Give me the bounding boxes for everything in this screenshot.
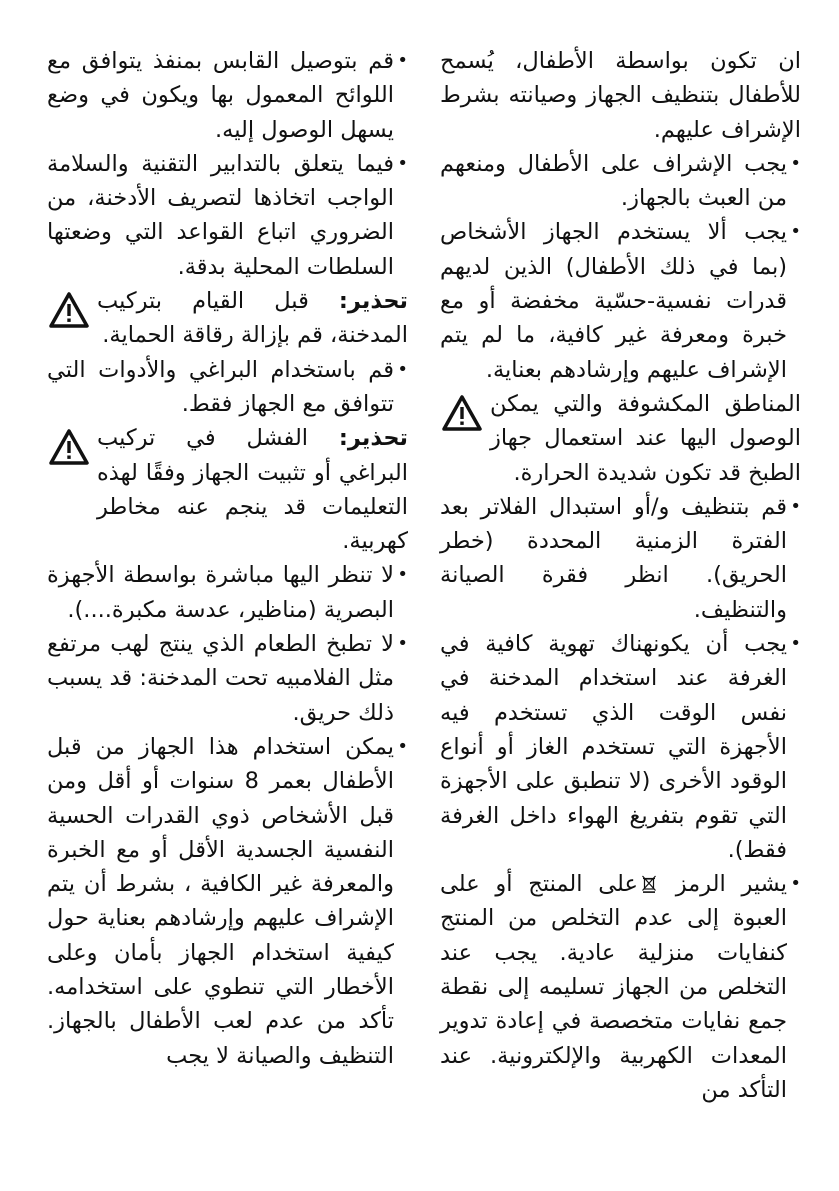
warning-text: قبل القيام بتركيب المدخنة، قم بإزالة رقاقة الحماية. — [97, 288, 408, 349]
list-item — [440, 627, 801, 867]
bullet-text: على المنتج أو على العبوة إلى عدم التخلص من المنتج كنفايات منزلية عادية. يجب عند التخلص من الجهاز تسليمه إلى نقطة جمع نفايات متخصصة في إعادة تدوير المعدات الكهربية والإلكترونية. عند التأكد من — [440, 871, 787, 1103]
bullet-text: قم باستخدام البراغي والأدوات التي تتوافق مع الجهاز فقط. — [47, 356, 394, 417]
continuation-text: ان تكون بواسطة الأطفال، يُسمح للأطفال بتنظيف الجهاز وصيانته بشرط الإشراف عليهم. — [440, 48, 801, 143]
bullet-icon: • — [790, 873, 801, 895]
list-item — [47, 147, 408, 284]
bullet-text: فيما يتعلق بالتدابير التقنية والسلامة الواجب اتخاذها لتصريف الأدخنة، من الضروري اتباع القواعد التي وضعتها السلطات المحلية بدقة. — [47, 150, 394, 280]
bullet-text: قم بتنظيف و/أو استبدال الفلاتر بعد الفترة الزمنية المحددة (خطر الحريق). انظر فقرة الصيانة والتنظيف. — [440, 493, 787, 623]
bullet-icon: • — [397, 633, 408, 655]
bullet-icon: • — [397, 564, 408, 586]
bullet-text: يجب الإشراف على الأطفال ومنعهم من العبث بالجهاز. — [440, 150, 787, 212]
list-item — [440, 147, 801, 216]
bullet-icon: • — [397, 152, 408, 174]
bullet-text: يجب أن يكونهناك تهوية كافية في الغرفة عند استخدام المدخنة في نفس الوقت الذي تستخدم فيه الأجهزة التي تستخدم الغاز أو أنواع الوقود الأخرى (لا تنطبق على الأجهزة التي تقوم بتفريغ الهواء داخل الغرفة فقط). — [440, 631, 787, 863]
bullet-icon: • — [790, 495, 801, 517]
warning-electrical-hazard — [47, 421, 408, 558]
list-item — [47, 44, 408, 147]
crossed-bin-icon — [641, 875, 657, 893]
bullet-text: يمكن استخدام هذا الجهاز من قبل الأطفال بعمر 8 سنوات أو أقل ومن قبل الأشخاص ذوي القدرات الحسية النفسية الجسدية الأقل أو مع الخبرة والمعرفة غير الكافية ، بشرط أن يتم الإشراف عليهم وإرشادهم بعناية حول كيفية استخدام الجهاز بأمان وعلى الأخطار التي تنطوي على استخدامه. تأكد من عدم لعب الأطفال بالجهاز. التنظيف والصيانة لا يجب — [47, 733, 394, 1069]
list-item — [47, 730, 408, 1073]
bullet-icon: • — [397, 735, 408, 757]
warning-protective-film — [47, 284, 408, 353]
bullet-icon: • — [790, 221, 801, 243]
list-item — [440, 490, 801, 627]
warning-label: تحذير: — [338, 425, 409, 452]
list-item — [47, 353, 408, 422]
warning-text: المناطق المكشوفة والتي يمكن الوصول اليها عند استعمال جهاز الطبخ قد تكون شديدة الحرارة. — [490, 390, 801, 486]
warning-triangle-icon — [442, 395, 482, 431]
warning-text: الفشل في تركيب البراغي أو تثبيت الجهاز وفقًا لهذه التعليمات قد ينجم عنه مخاطر كهربية. — [97, 425, 408, 555]
list-item — [47, 558, 408, 627]
bullet-text: قم بتوصيل القابس بمنفذ يتوافق مع اللوائح المعمول بها ويكون في وضع يسهل الوصول إليه. — [47, 48, 394, 143]
bullet-icon: • — [397, 50, 408, 71]
bullet-icon: • — [790, 152, 801, 174]
left-column — [47, 44, 408, 1191]
list-item — [440, 215, 801, 386]
bullet-icon: • — [790, 633, 801, 655]
bullet-icon: • — [397, 358, 408, 380]
bullet-text: لا تنظر اليها مباشرة بواسطة الأجهزة البصرية (مناظير، عدسة مكبرة....). — [47, 562, 394, 623]
warning-label: تحذير: — [338, 288, 408, 315]
right-column — [440, 44, 801, 1191]
bullet-text: لا تطبخ الطعام الذي ينتج لهب مرتفع مثل الفلامبيه تحت المدخنة: قد يسبب ذلك حريق. — [47, 631, 394, 726]
list-item — [47, 627, 408, 730]
warning-triangle-icon — [49, 429, 89, 465]
list-item-disposal — [440, 867, 801, 1107]
bullet-text: يشير الرمز — [675, 871, 788, 898]
warning-hot-surfaces — [440, 387, 801, 490]
bullet-text: يجب ألا يستخدم الجهاز الأشخاص (بما في ذلك الأطفال) الذين لديهم قدرات نفسية-حسّية مخفضة أو مع خبرة ومعرفة غير كافية، ما لم يتم الإشراف عليهم وإرشادهم بعناية. — [440, 219, 787, 383]
warning-triangle-icon — [49, 292, 89, 328]
